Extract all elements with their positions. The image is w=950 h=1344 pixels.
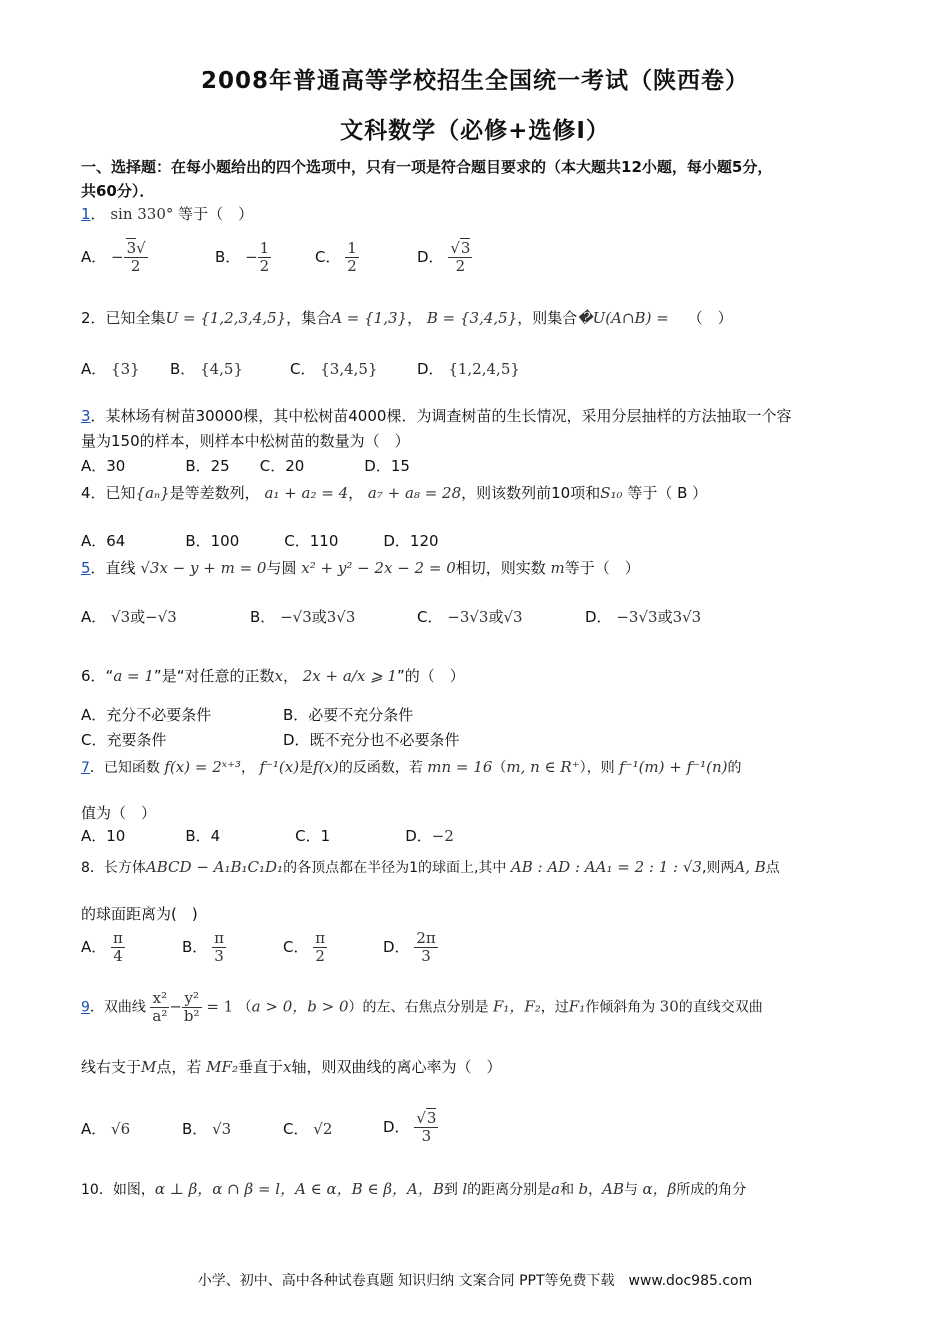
q2-option-a: A． {3}: [81, 360, 140, 378]
q1-math: sin 330°: [110, 205, 174, 223]
question-9: 9．双曲线 $\frac{\text{x²}}{\text{a²}}$ − $\frac{\text{y²}}{\text{b²}}$ = 1 （a > 0，b > 0）的左、右焦点分别是 F₁，F₂，过F₁作倾斜角为 30的直线交双曲: [81, 989, 763, 1025]
question-3-cont: 量为150的样本，则样本中松树苗的数量为（ ）: [81, 432, 410, 450]
question-7: 7．已知函数 f(x) = 2ˣ⁺³， f⁻¹(x)是f(x)的反函数，若 mn = 16（m, n ∈ R⁺），则 f⁻¹(m) + f⁻¹(n)的: [81, 758, 742, 776]
q8-option-a: A． $\frac{\pi}{4}$: [81, 929, 123, 965]
question-4: 4．已知{aₙ}是等差数列， a₁ + a₂ = 4， a₇ + a₈ = 28，则该数列前10项和S₁₀ 等于（ B ）: [81, 484, 708, 502]
q5-option-d: D． −3√3或3√3: [585, 608, 702, 626]
q9-option-b: B． √3: [182, 1120, 232, 1138]
page-footer: 小学、初中、高中各种试卷真题 知识归纳 文案合同 PPT等免费下载 www.doc985.com: [197, 1273, 753, 1289]
question-2: 2．已知全集U = {1,2,3,4,5}，集合A = {1,3}， B = {3,4,5}，则集合�U(A∩B) = （ ）: [81, 309, 733, 327]
q9-option-a: A． √6: [81, 1120, 131, 1138]
q5-option-b: B． −√3或3√3: [250, 608, 356, 626]
q4-options: A．64 B．100 C．110 D．120: [81, 532, 439, 550]
question-1: 1． sin 330° 等于（ ）: [81, 205, 254, 223]
q9-number-link[interactable]: 9: [81, 999, 90, 1016]
question-8: 8．长方体ABCD − A₁B₁C₁D₁的各顶点都在半径为1的球面上,其中 AB : AD : AA₁ = 2 : 1 : √3,则两A, B点: [81, 858, 780, 876]
q9-option-d: D． $\frac{√3}{3}$: [383, 1109, 437, 1145]
q1-option-d: D． $\frac{√3}{2}$: [417, 239, 471, 275]
question-8-cont: 的球面距离为( ): [81, 905, 198, 923]
q6-option-c: C．充要条件: [81, 731, 167, 749]
question-5: 5．直线 √3x − y + m = 0与圆 x² + y² − 2x − 2 = 0相切，则实数 m等于（ ）: [81, 559, 640, 577]
q7-number-link[interactable]: 7: [81, 760, 90, 776]
q6-option-a: A．充分不必要条件: [81, 706, 212, 724]
q6-option-d: D．既不充分也不必要条件: [283, 731, 460, 749]
q2-option-c: C． {3,4,5}: [290, 360, 378, 378]
q8-option-d: D． $\frac{2\pi}{3}$: [383, 929, 436, 965]
q5-number-link[interactable]: 5: [81, 559, 91, 577]
section-heading: 一、选择题：在每小题给出的四个选项中，只有一项是符合题目要求的（本大题共12小题，每小题5分，: [81, 158, 773, 176]
q7-options: A．10 B．4 C．1 D．−2: [81, 827, 454, 845]
question-6: 6．“a = 1”是“对任意的正数x， 2x + a/x ⩾ 1”的（ ）: [81, 667, 465, 685]
q1-number-link[interactable]: 1: [81, 205, 91, 223]
question-7-cont: 值为（ ）: [81, 804, 157, 822]
q3-number-link[interactable]: 3: [81, 407, 91, 425]
q1-text: 等于（ ）: [178, 205, 254, 223]
q1-option-a: A． − $\frac{3√}{2}$: [81, 239, 146, 275]
q8-option-b: B． $\frac{\pi}{3}$: [182, 929, 224, 965]
q1-option-b: B． − $\frac{1}{2}$: [215, 239, 270, 275]
q5-option-c: C． −3√3或√3: [417, 608, 523, 626]
question-3: 3．某林场有树苗30000棵，其中松树苗4000棵．为调查树苗的生长情况，采用分层抽样的方法抽取一个容: [81, 407, 792, 425]
q3-options: A．30 B．25 C．20 D．15: [81, 457, 410, 475]
q8-option-c: C． $\frac{\pi}{2}$: [283, 929, 326, 965]
section-heading-cont: 共60分）．: [81, 182, 155, 200]
q1-option-c: C． $\frac{1}{2}$: [315, 239, 357, 275]
q6-option-b: B．必要不充分条件: [283, 706, 414, 724]
question-10: 10．如图，α ⊥ β，α ∩ β = l，A ∈ α，B ∈ β，A，B到 l的距离分别是a和 b，AB与 α，β所成的角分: [81, 1180, 747, 1198]
q5-option-a: A． √3或−√3: [81, 608, 177, 626]
exam-title: 2008年普通高等学校招生全国统一考试（陕西卷）: [200, 68, 749, 94]
question-9-cont: 线右支于M点，若 MF₂垂直于x轴，则双曲线的离心率为（ ）: [81, 1058, 502, 1076]
exam-subtitle: 文科数学（必修+选修Ⅰ）: [340, 118, 610, 144]
q9-option-c: C． √2: [283, 1120, 333, 1138]
q2-option-d: D． {1,2,4,5}: [417, 360, 520, 378]
q2-option-b: B． {4,5}: [170, 360, 244, 378]
